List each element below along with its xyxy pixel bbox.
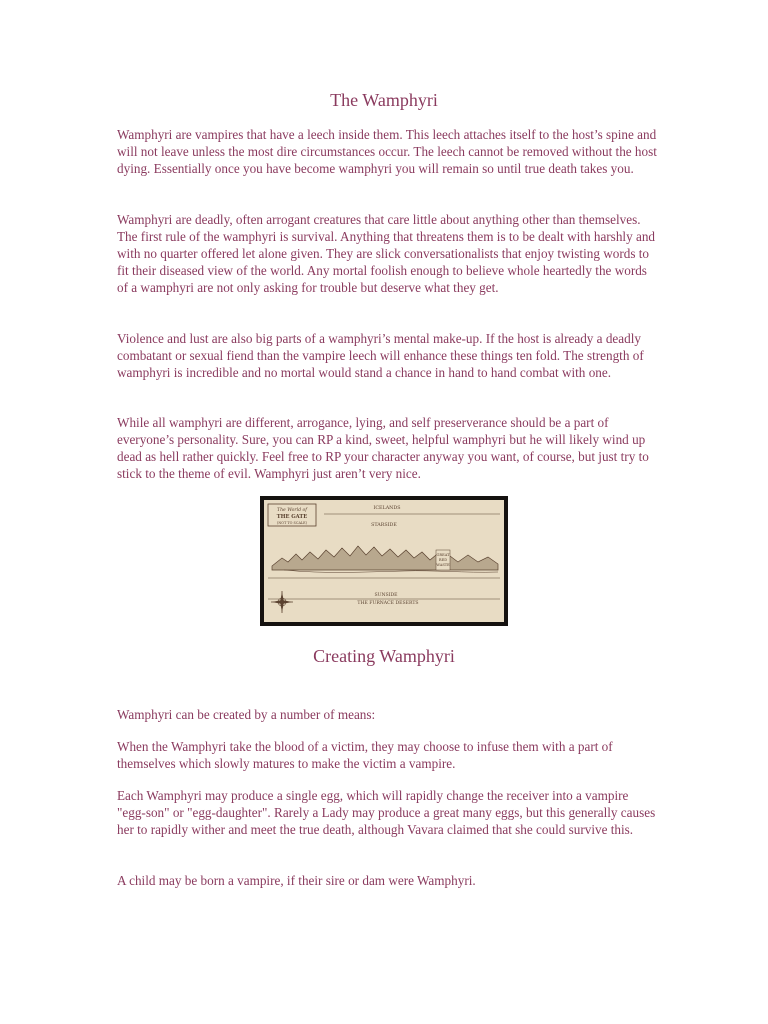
paragraph-personality: While all wamphyri are different, arrogance, lying, and self preserverance should be a part of everyone’s personality. Sure, you can RP a kind, sweet, helpful wamphyri but he will likely wind up dead as hell rather quickly. Feel free to RP your character anyway you want, of course, but just try to stick to the theme of evil. Wamphyri just aren’t very nice. [117,415,649,481]
map-legend-line3: (NOT TO SCALE) [277,521,307,525]
paragraph-blood: When the Wamphyri take the blood of a victim, they may choose to infuse them with a part of themselves which slowly matures to make the victim a vampire. [117,739,613,771]
map-label-waste: WASTE [436,563,450,567]
map-legend-line1: The World of [277,508,307,513]
world-map-image [260,496,508,626]
paragraph-deadly: Wamphyri are deadly, often arrogant creatures that care little about anything other than themselves. The first rule of the wamphyri is survival. Anything that threatens them is to be dealt with harshly and with no quarter offered let alone given. They are slick conversationalists that enjoy twisting words to fit their diseased view of the world. Any mortal foolish enough to believe whole heartedly the words of a wamphyri are not only asking for trouble but deserve what they get. [117,212,656,295]
section-title-creating: Creating Wamphyri [313,646,455,666]
map-label-red: RED [438,558,448,562]
paragraph-child: A child may be born a vampire, if their sire or dam were Wamphyri. [117,873,476,888]
paragraph-means: Wamphyri can be created by a number of means: [117,707,376,722]
paragraph-leech: Wamphyri are vampires that have a leech inside them. This leech attaches itself to the host’s spine and will not leave unless the most dire circumstances occur. The leech cannot be removed without the host dying. Essentially once you have become wamphyri you will remain so until true death takes you. [117,127,657,176]
map-label-starside: STARSIDE [371,523,397,528]
map-label-furnace: THE FURNACE DESERTS [357,601,419,606]
paragraph-violence: Violence and lust are also big parts of a wamphyri’s mental make-up. If the host is already a deadly combatant or sexual fiend than the vampire leech will enhance these things ten fold. The strength of wamphyri is incredible and no mortal would stand a chance in hand to hand combat with one. [117,331,644,380]
page-title: The Wamphyri [330,90,438,110]
map-label-great: GREAT [436,553,450,557]
map-legend-line2: THE GATE [276,514,308,520]
map-label-icelands: ICELANDS [373,506,401,511]
map-label-sunside: SUNSIDE [374,593,398,598]
paragraph-egg: Each Wamphyri may produce a single egg, which will rapidly change the receiver into a vampire "egg-son" or "egg-daughter". Rarely a Lady may produce a great many eggs, but this generally causes her to rapidly wither and meet the true death, although Vavara claimed that she could survive this. [117,788,656,837]
